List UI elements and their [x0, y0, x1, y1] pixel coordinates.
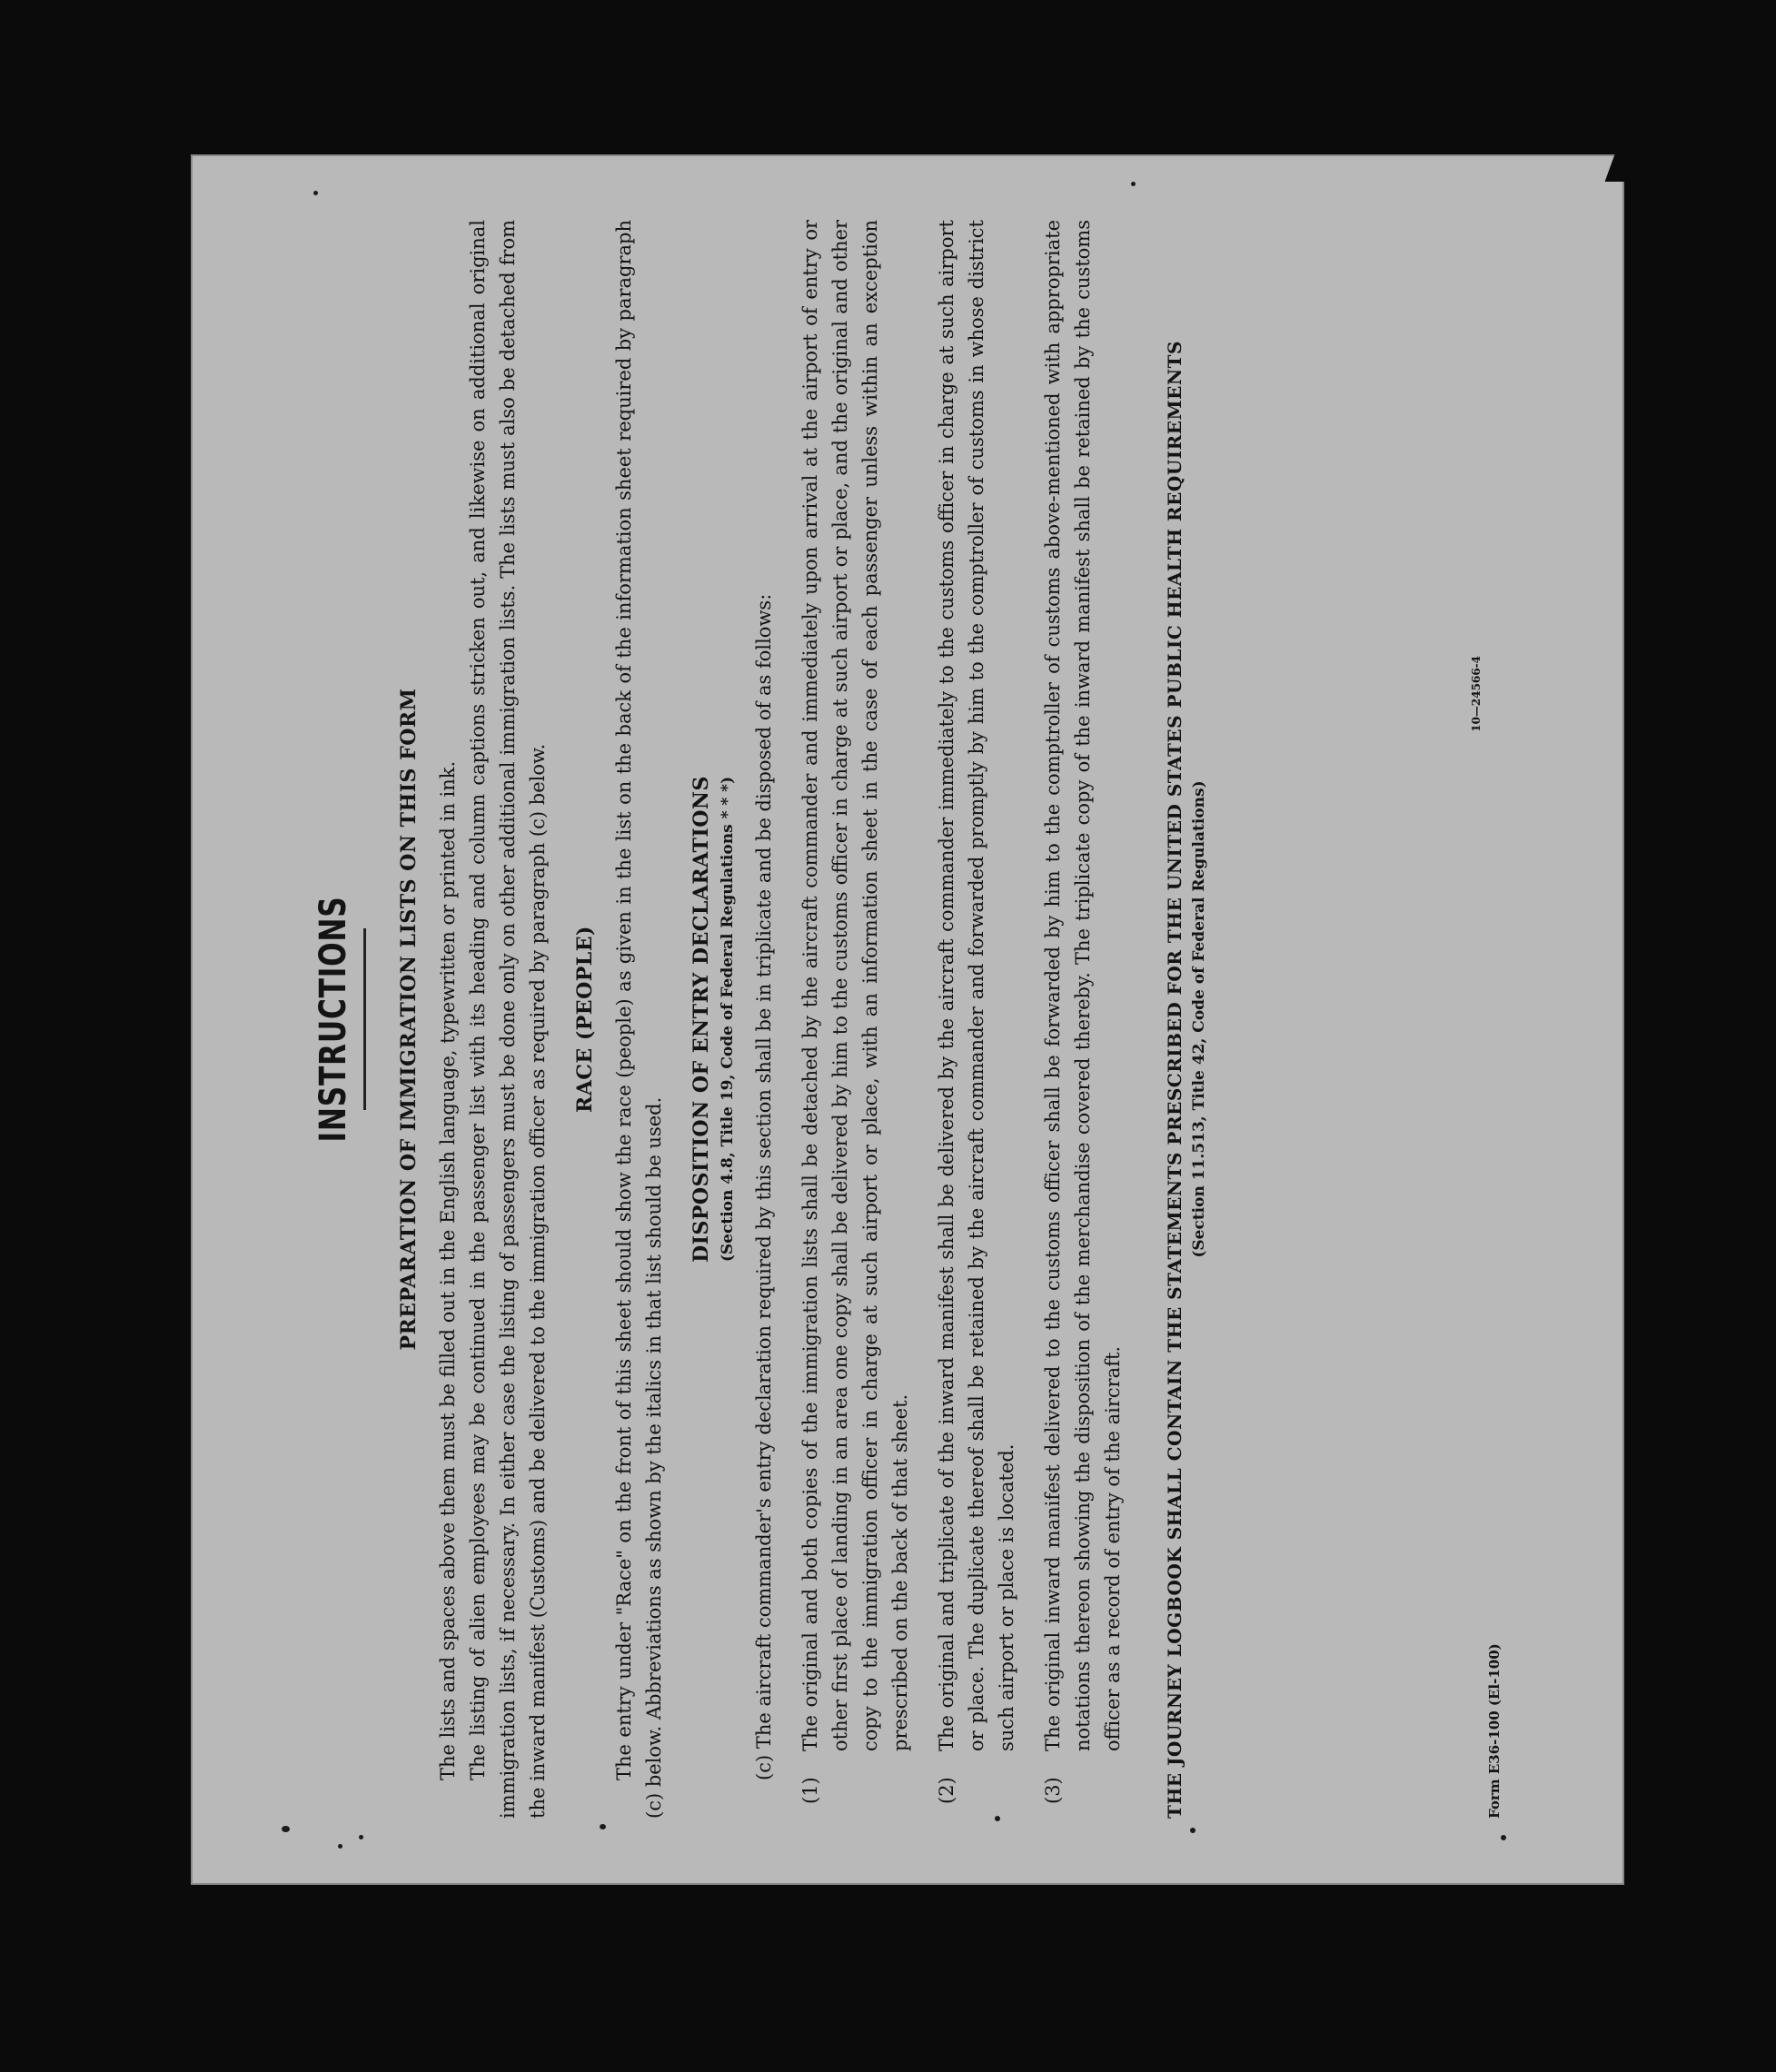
item-number: (3) — [1042, 1777, 1064, 1804]
logbook-citation: (Section 11.513, Title 42, Code of Federal Regulations) — [1190, 780, 1208, 1258]
list-item — [796, 220, 916, 1819]
item-text: The original inward manifest delivered to the customs officer shall be forwarded by him to the comptroller of customs above-mentioned with appropriate notations thereon showing the disposition of the merchandise covered thereby. The triplicate copy of the inward manifest shall be retained by the customs officer as a record of entry of the aircraft. — [1042, 220, 1124, 1751]
scan-speck — [1131, 182, 1136, 186]
logbook-statement: THE JOURNEY LOGBOOK SHALL CONTAIN THE STATEMENTS PRESCRIBED FOR THE UNITED STATES PUBLIC HEALTH REQUIREMENTS — [1164, 341, 1186, 1819]
scan-speck — [313, 191, 318, 195]
item-text: The original and triplicate of the inward manifest shall be delivered by the aircraft commander immediately to the customs officer in charge at such airport or place. The duplicate thereof shall be retained by the aircraft commander and forwarded promptly by him to the comptroller of customs in whose district such airport or place is located. — [936, 220, 1017, 1751]
item-text: The original and both copies of the immigration lists shall be detached by the aircraft commander and immediately upon arrival at the airport of entry or other first place of landing in an area one copy shall be delivered by him to the customs officer in charge at such airport or place, and the original and other copy to the immigration officer in charge at such airport or place, with an information sheet in the case of each passenger unless within an exception prescribed on the back of that sheet. — [799, 220, 911, 1751]
item-number: (2) — [936, 1777, 957, 1804]
list-item — [932, 220, 1022, 1819]
scan-speck — [282, 1826, 290, 1832]
list-item — [1038, 220, 1128, 1819]
scan-speck — [1501, 1835, 1506, 1840]
scan-speck — [359, 1835, 363, 1839]
prep-paragraph-1: The lists and spaces above them must be filled out in the English language, typewritten or printed in ink. — [437, 760, 459, 1780]
form-number: Form E36-100 (El-100) — [1486, 1643, 1503, 1819]
page-title: INSTRUCTIONS — [313, 896, 354, 1143]
race-heading: RACE (PEOPLE) — [573, 926, 597, 1113]
scan-speck — [995, 1816, 1000, 1821]
title-underline — [363, 928, 366, 1110]
disposition-subheading: (Section 4.8, Title 19, Code of Federal Regulations * * *) — [719, 776, 737, 1263]
document-sheet — [191, 154, 1624, 1885]
prep-paragraph-2: The listing of alien employees may be continued in the passenger list with its heading and column captions stricken out, and likewise on additional original immigration lists, if necessary. In either case the listing of passengers must be done only on other additional immigration lists. The lists must also be detached from the inward manifest (Customs) and be delivered to the immigration officer as required by paragraph (c) below. — [467, 220, 549, 1819]
scan-speck — [1190, 1828, 1196, 1833]
print-code: 10—24566-4 — [1470, 656, 1483, 732]
disposition-heading: DISPOSITION OF ENTRY DECLARATIONS — [690, 776, 713, 1263]
scan-speck — [338, 1844, 342, 1849]
folded-corner — [1605, 154, 1637, 182]
rotated-content — [313, 220, 1503, 1819]
disposition-intro: (c) The aircraft commander's entry declaration required by this section shall be in triplicate and be disposed of as follows: — [753, 593, 775, 1780]
item-number: (1) — [799, 1777, 821, 1804]
race-paragraph: The entry under "Race" on the front of this sheet should show the race (people) as given in the list on the back of the information sheet required by paragraph (c) below. Abbreviations as shown by the italics in that list should be used. — [613, 220, 665, 1819]
scan-speck — [600, 1824, 606, 1829]
prep-heading: PREPARATION OF IMMIGRATION LISTS ON THIS FORM — [397, 688, 421, 1351]
